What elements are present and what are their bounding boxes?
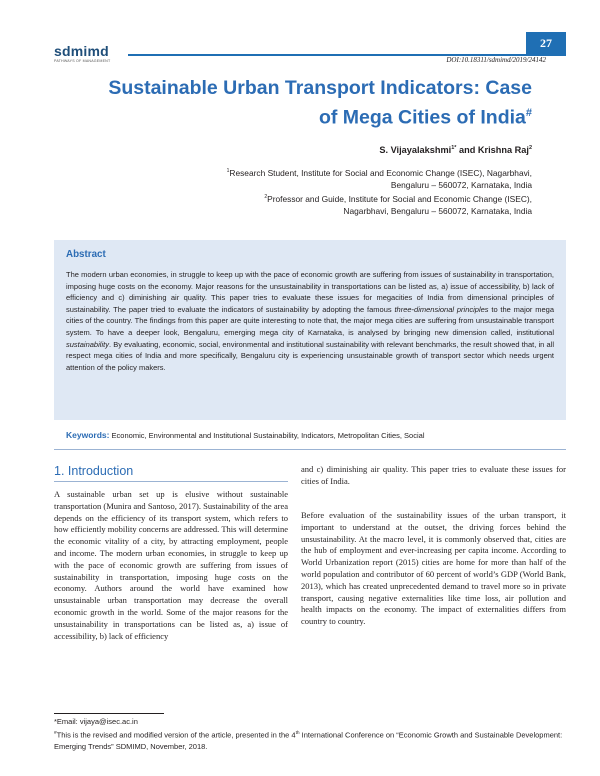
intro-column-2-para-2: Before evaluation of the sustainability issues of the urban transport, it important to understand at the outset, the driving forces behind the unsustainability. At the macro level, it is commonly observed that, cities are the hub of employment and ever-increasing per capita income. According to World Urbanization report (2015) cities are home for more than half of the world population and contributor of 60 percent of world’s GDP (World Bank, 2013), which has created unprecedented demand to travel more so in private transport, causing negative externalities like time loss, air pollution and health impacts on the economy. The impact of externalities differs from country to country. [301,510,566,627]
abstract-emphasis-2: sustainability [66,339,109,349]
keywords-rule [54,449,566,450]
abstract-text-part-1: The modern urban economies, in struggle to keep up with the pace of economic growth are suffering from issues of sustainability in transportation, imposing huge costs on the economy. Major reasons for the unsustainability in transportations can be listed as, a) issue of accessibility, b) lack of efficiency and c) diminishing air quality. This paper tries to evaluate these issues for megacities of India from dimensional principles of sustainability. The paper tried to evaluate the indicators of sustainability by adopting the famous [66,270,554,314]
author-1-marks: 1* [451,145,457,151]
footnote-text-1: This is the revised and modified version of the article, presented in the 4 [56,730,296,740]
page-number: 27 [526,32,566,54]
author-2: Krishna Raj [477,145,529,156]
author-and: and [456,145,478,156]
title-mark: # [525,107,532,119]
affiliation-2-line-2: Nagarbhavi, Bengaluru – 560072, Karnataka, India [343,206,532,217]
affiliation-1-line-1: Research Student, Institute for Social and Economic Change (ISEC), Nagarbhavi, [229,167,532,178]
affiliation-2-line-1: Professor and Guide, Institute for Social and Economic Change (ISEC), [267,194,532,204]
footnote-note [54,728,566,752]
journal-logo [54,44,126,68]
keywords-text: Economic, Environmental and Institutional Sustainability, Indicators, Metropolitan Cities, Social [109,431,425,440]
logo-text: sdmimd [54,43,109,59]
section-heading-introduction: 1. Introduction [54,464,134,478]
footnote-text-2: International Conference on “Economic Growth and Sustainable Development: Emerging Trends” SDMIMD, November, 2018. [54,730,563,751]
section-rule [54,481,288,482]
affiliation-1-line-2: Bengaluru – 560072, Karnataka, India [390,180,532,190]
affiliation-1 [112,165,532,191]
abstract-text-part-3: . By evaluating, economic, social, environmental and institutional sustainability with relevant benchmarks, the result showed that, in all respect mega cities of India and more specifically, Bengaluru city is experiencing unsustainable growth of transport sector which needs urgent attention of the policy makers. [66,339,554,372]
abstract-heading: Abstract [66,249,106,260]
author-2-marks: 2 [528,145,532,151]
title-line-1: Sustainable Urban Transport Indicators: Case [108,77,532,99]
author-1: S. Vijayalakshmi [379,145,452,156]
title-line-2: of Mega Cities of India [318,106,526,129]
intro-column-2-para-1: and c) diminishing air quality. This paper tries to evaluate these issues for cities of India. [301,464,566,486]
footnote-rule [54,713,164,714]
authors [379,145,532,155]
logo-tagline: PATHWAYS OF MANAGEMENT [54,59,111,63]
footnote-ordinal: th [295,731,300,736]
abstract-text [66,269,554,373]
keywords [66,430,566,440]
affiliation-2 [112,191,532,217]
affiliations [112,165,532,217]
doi: DOI:10.18311/sdmimd/2019/24142 [446,56,546,64]
keywords-label: Keywords: [66,430,110,440]
intro-column-1: A sustainable urban set up is elusive without sustainable transportation (Munira and Santoso, 2017). Sustainability of the area depends on the efficiency of its transport system, which refers to how efficiently mobility concerns are addressed. This will determine the economic vitality of a city, by attracting employment, people and income. The modern urban economies, in struggle to keep up with the pace of economic growth are suffering from issues of sustainability in transportation, imposing huge costs on the economy. Authors around the world have examined how unsustainable urban transportation may decrease the overall economic growth in the world. Some of the major reasons for the unsustainability in transportations can be listed as, a) issue of accessibility, b) lack of efficiency [54,489,288,641]
abstract-text-part-2: to the major mega cities of the country. The findings from this paper are quite interesting to note that, the major mega cities are suffering from unsustainable transport system. To have a deeper look, Bengaluru, emerging mega city of Karnataka, is analysed by bringing new dimension called, institutional [66,304,554,337]
affiliation-2-mark: 2 [264,194,268,201]
footnote-email: *Email: vijaya@isec.ac.in [54,717,138,726]
affiliation-1-mark: 1 [226,168,230,174]
abstract-emphasis-1: three-dimensional principles [394,304,489,314]
article-title [52,76,532,131]
footnote-mark: # [54,731,57,736]
